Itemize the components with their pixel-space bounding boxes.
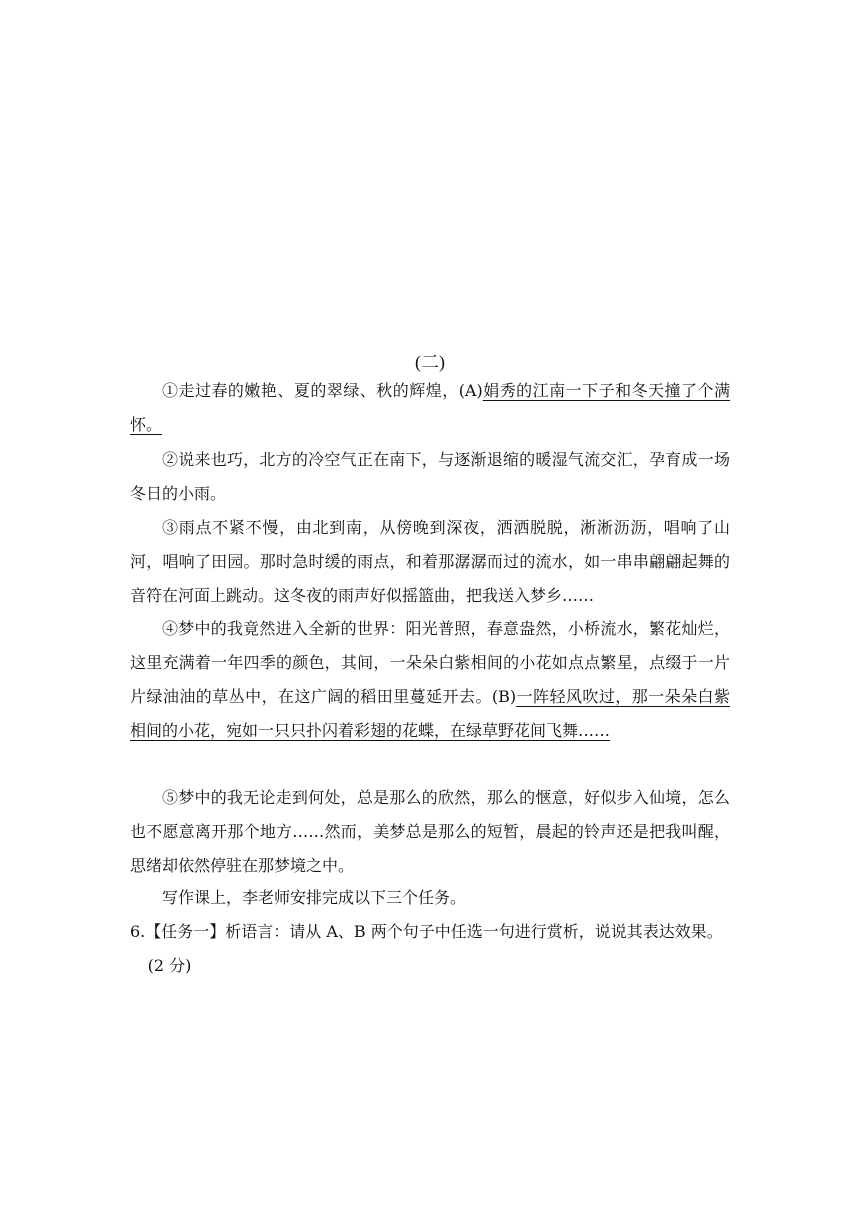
paragraph-2 bbox=[130, 443, 730, 511]
paragraph-text: ③雨点不紧不慢，由北到南，从傍晚到深夜，洒洒脱脱，淅淅沥沥，唱响了山河，唱响了田园。那时急时缓的雨点，和着那潺潺而过的流水，如一串串翩翩起舞的音符在河面上跳动。这冬夜的雨声好似摇篮曲，把我送入梦乡…… bbox=[130, 518, 730, 605]
underlined-sentence-a: 娟秀的江南一下子和冬天撞了个满怀。 bbox=[130, 381, 730, 434]
question-number: 6. bbox=[130, 922, 146, 941]
paragraph-text: 写作课上，李老师安排完成以下三个任务。 bbox=[162, 888, 467, 907]
paragraph-text: ②说来也巧，北方的冷空气正在南下，与逐渐退缩的暖湿气流交汇，孕育成一场冬日的小雨。 bbox=[130, 450, 730, 503]
section-title: (二) bbox=[415, 352, 445, 372]
paragraph-1 bbox=[130, 374, 730, 442]
underlined-sentence-b: 一阵轻风吹过，那一朵朵白紫相间的小花，宛如一只只扑闪着彩翅的花蝶，在绿草野花间飞舞…… bbox=[130, 687, 730, 740]
question-text: 【任务一】析语言：请从 A、B 两个句子中任选一句进行赏析，说说其表达效果。(2 分) bbox=[145, 922, 723, 975]
paragraph-4 bbox=[130, 612, 730, 748]
question-6 bbox=[130, 915, 730, 983]
paragraph-6 bbox=[130, 881, 730, 915]
paragraph-5 bbox=[130, 781, 730, 883]
paragraph-text: ⑤梦中的我无论走到何处，总是那么的欣然，那么的惬意，好似步入仙境，怎么也不愿意离开那个地方……然而，美梦总是那么的短暂，晨起的铃声还是把我叫醒，思绪却依然停驻在那梦境之中。 bbox=[130, 788, 730, 875]
paragraph-text: ④梦中的我竟然进入全新的世界：阳光普照，春意盎然，小桥流水，繁花灿烂，这里充满着一年四季的颜色，其间，一朵朵白紫相间的小花如点点繁星，点缀于一片片绿油油的草丛中，在这广阔的稻田里蔓延开去。(B) bbox=[130, 619, 730, 706]
paragraph-3 bbox=[130, 511, 730, 613]
paragraph-text: ①走过春的嫩艳、夏的翠绿、秋的辉煌，(A) bbox=[162, 381, 483, 400]
